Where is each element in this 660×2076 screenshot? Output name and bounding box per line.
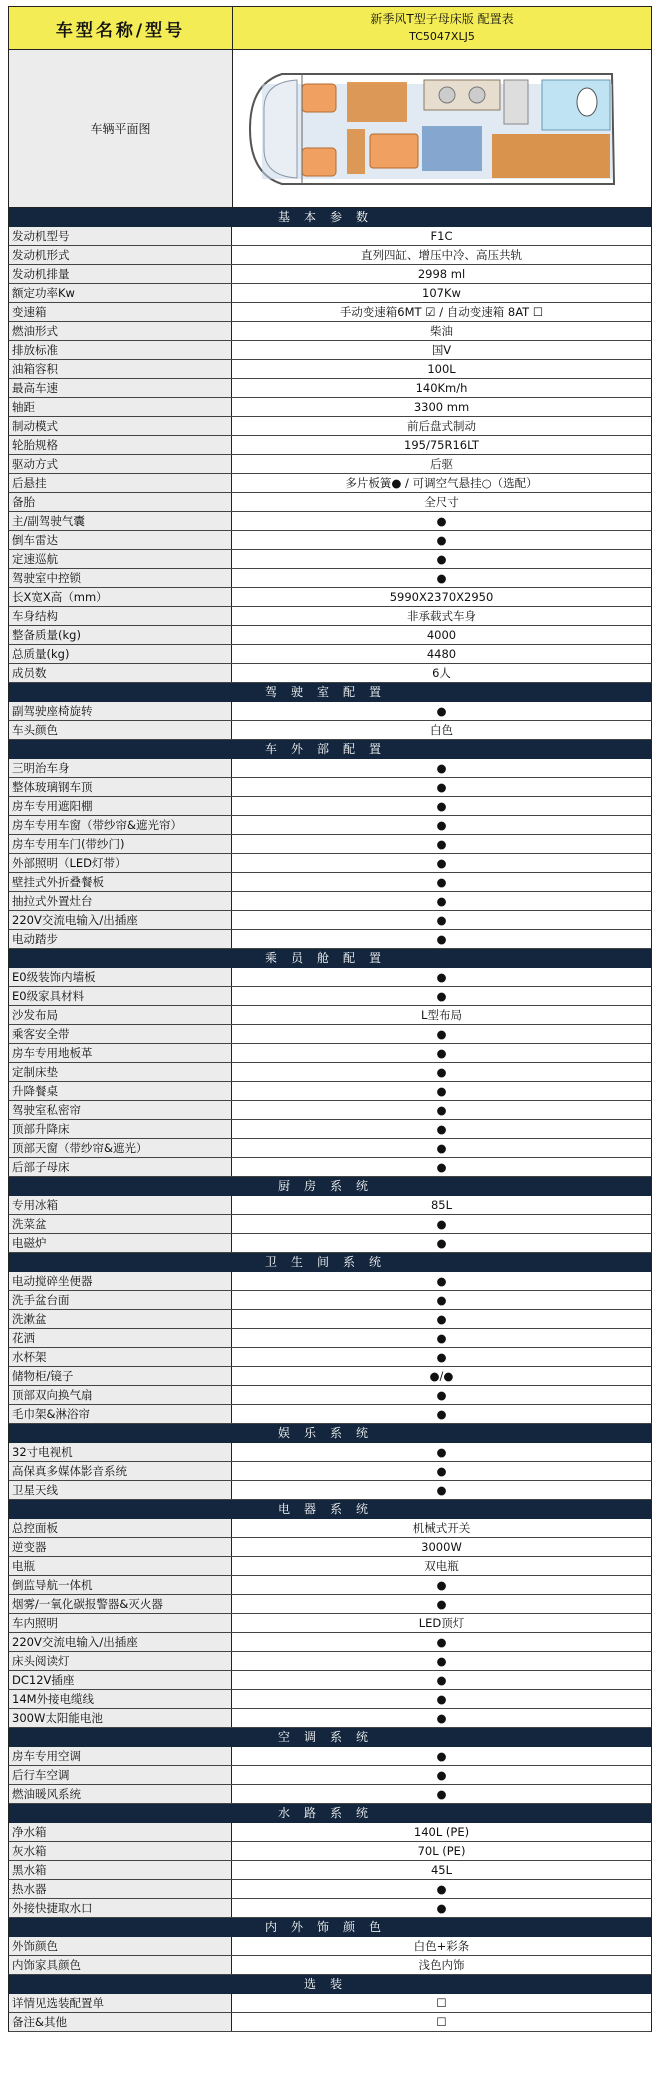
spec-label: 抽拉式外置灶台 (9, 892, 232, 910)
spec-label: 三明治车身 (9, 759, 232, 777)
table-row (8, 493, 652, 512)
spec-label: 高保真多媒体影音系统 (9, 1462, 232, 1480)
table-row (8, 645, 652, 664)
spec-value: ☐ (436, 2015, 447, 2029)
table-row (8, 417, 652, 436)
spec-label: 升降餐桌 (9, 1082, 232, 1100)
spec-label: 车头颜色 (9, 721, 232, 739)
spec-label: 倒车雷达 (9, 531, 232, 549)
table-row (8, 1481, 652, 1500)
spec-value: 手动变速箱6MT ☑ / 自动变速箱 8AT ☐ (339, 305, 544, 319)
spec-value: F1C (430, 229, 453, 243)
spec-label: 副驾驶座椅旋转 (9, 702, 232, 720)
table-row (8, 1880, 652, 1899)
table-row (8, 455, 652, 474)
spec-value: 3000W (421, 1540, 462, 1554)
table-row (8, 398, 652, 417)
table-row (8, 322, 652, 341)
spec-value: 柴油 (430, 324, 453, 338)
spec-value: 多片板簧● / 可调空气悬挂○（选配） (345, 476, 538, 490)
spec-value: ● (436, 932, 447, 946)
spec-value: 195/75R16LT (404, 438, 479, 452)
spec-value: ● (436, 1692, 447, 1706)
spec-label: 额定功率Kw (9, 284, 232, 302)
table-row (8, 816, 652, 835)
spec-label: 房车专用地板革 (9, 1044, 232, 1062)
spec-value: 前后盘式制动 (407, 419, 476, 433)
table-row (8, 1310, 652, 1329)
spec-label: 车内照明 (9, 1614, 232, 1632)
table-row (8, 531, 652, 550)
table-row (8, 1956, 652, 1975)
spec-label: 房车专用遮阳棚 (9, 797, 232, 815)
spec-value: ● (436, 970, 447, 984)
spec-label: 车身结构 (9, 607, 232, 625)
spec-value: ● (436, 1084, 447, 1098)
table-row (8, 1747, 652, 1766)
spec-label: 后悬挂 (9, 474, 232, 492)
spec-value: 双电瓶 (424, 1559, 459, 1573)
table-row (8, 797, 652, 816)
spec-label: 洗菜盆 (9, 1215, 232, 1233)
table-row (8, 284, 652, 303)
table-row (8, 569, 652, 588)
spec-value: ● (436, 1103, 447, 1117)
table-row (8, 1006, 652, 1025)
table-row (8, 968, 652, 987)
spec-value: ● (436, 514, 447, 528)
spec-label: 外部照明（LED灯带） (9, 854, 232, 872)
table-row (8, 1538, 652, 1557)
spec-value: ● (436, 1407, 447, 1421)
table-row (8, 1861, 652, 1880)
table-row (8, 1633, 652, 1652)
section-header: 水路系统 (8, 1804, 652, 1823)
table-row (8, 759, 652, 778)
table-row (8, 626, 652, 645)
table-row (8, 1329, 652, 1348)
section-header: 乘员舱配置 (8, 949, 652, 968)
spec-label: 燃油暖风系统 (9, 1785, 232, 1803)
table-row (8, 835, 652, 854)
table-row (8, 1709, 652, 1728)
spec-label: 轴距 (9, 398, 232, 416)
spec-label: 电动踏步 (9, 930, 232, 948)
table-row (8, 702, 652, 721)
spec-value: 70L (PE) (417, 1844, 466, 1858)
table-header (8, 6, 652, 50)
spec-label: 净水箱 (9, 1823, 232, 1841)
spec-value: ● (436, 1654, 447, 1668)
spec-label: 沙发布局 (9, 1006, 232, 1024)
table-row (8, 227, 652, 246)
spec-label: 详情见选装配置单 (9, 1994, 232, 2012)
spec-value: 107Kw (422, 286, 461, 300)
spec-value: 全尺寸 (424, 495, 459, 509)
spec-label: 制动模式 (9, 417, 232, 435)
section-header: 车外部配置 (8, 740, 652, 759)
spec-value: ● (436, 1578, 447, 1592)
spec-label: 整备质量(kg) (9, 626, 232, 644)
spec-value: 白色+彩条 (413, 1939, 470, 1953)
spec-label: 电瓶 (9, 1557, 232, 1575)
spec-value: ● (436, 1464, 447, 1478)
spec-label: 灰水箱 (9, 1842, 232, 1860)
table-row (8, 1272, 652, 1291)
table-row (8, 1595, 652, 1614)
spec-table-body (8, 208, 652, 2032)
spec-label: 驾驶室中控锁 (9, 569, 232, 587)
spec-value: ● (436, 1901, 447, 1915)
spec-value: ● (436, 1293, 447, 1307)
table-row (8, 1576, 652, 1595)
section-header: 卫生间系统 (8, 1253, 652, 1272)
spec-label: 主/副驾驶气囊 (9, 512, 232, 530)
spec-value: ● (436, 761, 447, 775)
spec-label: 220V交流电输入/出插座 (9, 911, 232, 929)
spec-label: 花洒 (9, 1329, 232, 1347)
table-row (8, 987, 652, 1006)
spec-value: ● (436, 1027, 447, 1041)
spec-value: 国V (431, 343, 452, 357)
table-row (8, 474, 652, 493)
spec-label: E0级装饰内墙板 (9, 968, 232, 986)
spec-value: ● (436, 1882, 447, 1896)
spec-value: 后驱 (430, 457, 453, 471)
spec-value: ● (436, 552, 447, 566)
spec-value: ● (436, 1787, 447, 1801)
spec-value: ● (436, 533, 447, 547)
table-row (8, 892, 652, 911)
spec-value: ● (436, 1217, 447, 1231)
spec-label: 定制床垫 (9, 1063, 232, 1081)
spec-value: 140Km/h (415, 381, 468, 395)
table-row (8, 911, 652, 930)
spec-label: 毛巾架&淋浴帘 (9, 1405, 232, 1423)
spec-value: 直列四缸、增压中冷、高压共轨 (361, 248, 522, 262)
spec-value: ● (436, 1597, 447, 1611)
spec-label: E0级家具材料 (9, 987, 232, 1005)
floor-plan-label: 车辆平面图 (9, 50, 233, 207)
spec-value: ● (436, 1673, 447, 1687)
spec-value: 100L (427, 362, 456, 376)
spec-label: 驾驶室私密帘 (9, 1101, 232, 1119)
spec-value: ● (436, 1312, 447, 1326)
spec-label: 燃油形式 (9, 322, 232, 340)
section-header: 驾驶室配置 (8, 683, 652, 702)
spec-label: 驱动方式 (9, 455, 232, 473)
spec-label: 房车专用车窗（带纱帘&遮光帘） (9, 816, 232, 834)
floor-plan-row (8, 50, 652, 208)
spec-value: LED顶灯 (418, 1616, 465, 1630)
table-row (8, 1823, 652, 1842)
table-row (8, 1348, 652, 1367)
spec-value: 机械式开关 (412, 1521, 471, 1535)
spec-label: 逆变器 (9, 1538, 232, 1556)
table-row (8, 1519, 652, 1538)
spec-label: 长X宽X高（mm） (9, 588, 232, 606)
model-title-block (233, 7, 651, 49)
spec-value: ● (436, 1445, 447, 1459)
spec-value: ● (436, 780, 447, 794)
table-row (8, 436, 652, 455)
model-title: 新季风T型子母床版 配置表 (370, 12, 514, 26)
spec-value: ● (436, 837, 447, 851)
spec-value: ● (436, 875, 447, 889)
spec-label: 烟雾/一氧化碳报警器&灭火器 (9, 1595, 232, 1613)
table-row (8, 854, 652, 873)
spec-label: 排放标准 (9, 341, 232, 359)
section-header: 厨房系统 (8, 1177, 652, 1196)
table-row (8, 1063, 652, 1082)
spec-label: 最高车速 (9, 379, 232, 397)
spec-value: ● (436, 704, 447, 718)
spec-value: 140L (PE) (413, 1825, 470, 1839)
spec-label: 备注&其他 (9, 2013, 232, 2031)
spec-value: ● (436, 1635, 447, 1649)
spec-label: 水杯架 (9, 1348, 232, 1366)
spec-label: 乘客安全带 (9, 1025, 232, 1043)
section-header: 基本参数 (8, 208, 652, 227)
table-row (8, 607, 652, 626)
table-row (8, 930, 652, 949)
spec-label: 整体玻璃钢车顶 (9, 778, 232, 796)
spec-value: 白色 (430, 723, 453, 737)
spec-value: ● (436, 1160, 447, 1174)
table-row (8, 360, 652, 379)
table-row (8, 1462, 652, 1481)
table-row (8, 512, 652, 531)
spec-label: 32寸电视机 (9, 1443, 232, 1461)
section-header: 选装 (8, 1975, 652, 1994)
spec-label: 定速巡航 (9, 550, 232, 568)
spec-value: ● (436, 1141, 447, 1155)
table-row (8, 778, 652, 797)
spec-label: 总控面板 (9, 1519, 232, 1537)
table-row (8, 1671, 652, 1690)
spec-label: 顶部天窗（带纱帘&遮光） (9, 1139, 232, 1157)
spec-label: DC12V插座 (9, 1671, 232, 1689)
spec-value: ● (436, 818, 447, 832)
spec-value: 2998 ml (417, 267, 466, 281)
spec-value: ● (436, 1331, 447, 1345)
spec-value: L型布局 (421, 1008, 462, 1022)
spec-label: 300W太阳能电池 (9, 1709, 232, 1727)
table-row (8, 1044, 652, 1063)
spec-label: 外接快捷取水口 (9, 1899, 232, 1917)
spec-label: 外饰颜色 (9, 1937, 232, 1955)
table-row (8, 1937, 652, 1956)
spec-value: ☐ (436, 1996, 447, 2010)
spec-label: 发动机型号 (9, 227, 232, 245)
spec-label: 220V交流电输入/出插座 (9, 1633, 232, 1651)
spec-value: 45L (430, 1863, 453, 1877)
spec-value: ● (436, 856, 447, 870)
spec-label: 后行车空调 (9, 1766, 232, 1784)
table-row (8, 1386, 652, 1405)
section-header: 电器系统 (8, 1500, 652, 1519)
table-row (8, 1652, 652, 1671)
spec-label: 油箱容积 (9, 360, 232, 378)
spec-label: 倒监导航一体机 (9, 1576, 232, 1594)
spec-value: 85L (430, 1198, 453, 1212)
spec-label: 内饰家具颜色 (9, 1956, 232, 1974)
table-row (8, 873, 652, 892)
table-row (8, 1234, 652, 1253)
table-row (8, 1082, 652, 1101)
spec-value: 非承载式车身 (407, 609, 476, 623)
spec-value: ● (436, 1350, 447, 1364)
rv-floor-plan-drawing (242, 54, 642, 204)
spec-value: ● (436, 1483, 447, 1497)
spec-label: 电动搅碎坐便器 (9, 1272, 232, 1290)
config-sheet (8, 6, 652, 2032)
table-row (8, 1994, 652, 2013)
table-row (8, 1766, 652, 1785)
table-row (8, 721, 652, 740)
spec-label: 房车专用车门(带纱门) (9, 835, 232, 853)
spec-label: 备胎 (9, 493, 232, 511)
spec-label: 洗漱盆 (9, 1310, 232, 1328)
spec-label: 发动机排量 (9, 265, 232, 283)
spec-label: 房车专用空调 (9, 1747, 232, 1765)
spec-label: 总质量(kg) (9, 645, 232, 663)
spec-label: 热水器 (9, 1880, 232, 1898)
spec-value: ●/● (429, 1369, 454, 1383)
model-code: TC5047XLJ5 (409, 30, 475, 43)
table-row (8, 1215, 652, 1234)
spec-value: ● (436, 989, 447, 1003)
spec-value: ● (436, 799, 447, 813)
section-header: 娱乐系统 (8, 1424, 652, 1443)
spec-value: 4480 (426, 647, 457, 661)
table-row (8, 379, 652, 398)
spec-value: 浅色内饰 (418, 1958, 465, 1972)
spec-value: ● (436, 913, 447, 927)
table-row (8, 1367, 652, 1386)
spec-value: ● (436, 1236, 447, 1250)
table-row (8, 1158, 652, 1177)
section-header: 空调系统 (8, 1728, 652, 1747)
spec-label: 成员数 (9, 664, 232, 682)
table-row (8, 303, 652, 322)
table-row (8, 265, 652, 284)
table-row (8, 1614, 652, 1633)
table-row (8, 1196, 652, 1215)
table-row (8, 1139, 652, 1158)
spec-value: ● (436, 1749, 447, 1763)
spec-value: ● (436, 1711, 447, 1725)
table-row (8, 1120, 652, 1139)
table-row (8, 664, 652, 683)
table-row (8, 1025, 652, 1044)
table-row (8, 1785, 652, 1804)
spec-label: 壁挂式外折叠餐板 (9, 873, 232, 891)
spec-label: 洗手盆台面 (9, 1291, 232, 1309)
spec-value: ● (436, 1065, 447, 1079)
spec-value: 3300 mm (413, 400, 470, 414)
spec-value: ● (436, 1046, 447, 1060)
spec-label: 床头阅读灯 (9, 1652, 232, 1670)
spec-label: 后部子母床 (9, 1158, 232, 1176)
spec-value: ● (436, 1768, 447, 1782)
spec-label: 轮胎规格 (9, 436, 232, 454)
spec-label: 卫星天线 (9, 1481, 232, 1499)
spec-value: ● (436, 571, 447, 585)
spec-value: ● (436, 1388, 447, 1402)
section-header: 内外饰颜色 (8, 1918, 652, 1937)
table-row (8, 1899, 652, 1918)
table-row (8, 1690, 652, 1709)
spec-label: 发动机形式 (9, 246, 232, 264)
table-row (8, 1291, 652, 1310)
spec-label: 黑水箱 (9, 1861, 232, 1879)
model-name-heading: 车型名称/型号 (9, 7, 233, 49)
spec-value: 6人 (432, 666, 451, 680)
spec-label: 14M外接电缆线 (9, 1690, 232, 1708)
table-row (8, 550, 652, 569)
spec-value: 4000 (426, 628, 457, 642)
table-row (8, 341, 652, 360)
spec-value: ● (436, 1122, 447, 1136)
spec-label: 专用冰箱 (9, 1196, 232, 1214)
table-row (8, 246, 652, 265)
table-row (8, 1557, 652, 1576)
spec-label: 储物柜/镜子 (9, 1367, 232, 1385)
table-row (8, 2013, 652, 2032)
spec-label: 电磁炉 (9, 1234, 232, 1252)
spec-label: 顶部升降床 (9, 1120, 232, 1138)
spec-label: 顶部双向换气扇 (9, 1386, 232, 1404)
table-row (8, 588, 652, 607)
table-row (8, 1101, 652, 1120)
spec-value: 5990X2370X2950 (389, 590, 494, 604)
table-row (8, 1443, 652, 1462)
spec-value: ● (436, 1274, 447, 1288)
spec-value: ● (436, 894, 447, 908)
spec-label: 变速箱 (9, 303, 232, 321)
table-row (8, 1405, 652, 1424)
floor-plan-image (233, 50, 651, 207)
table-row (8, 1842, 652, 1861)
